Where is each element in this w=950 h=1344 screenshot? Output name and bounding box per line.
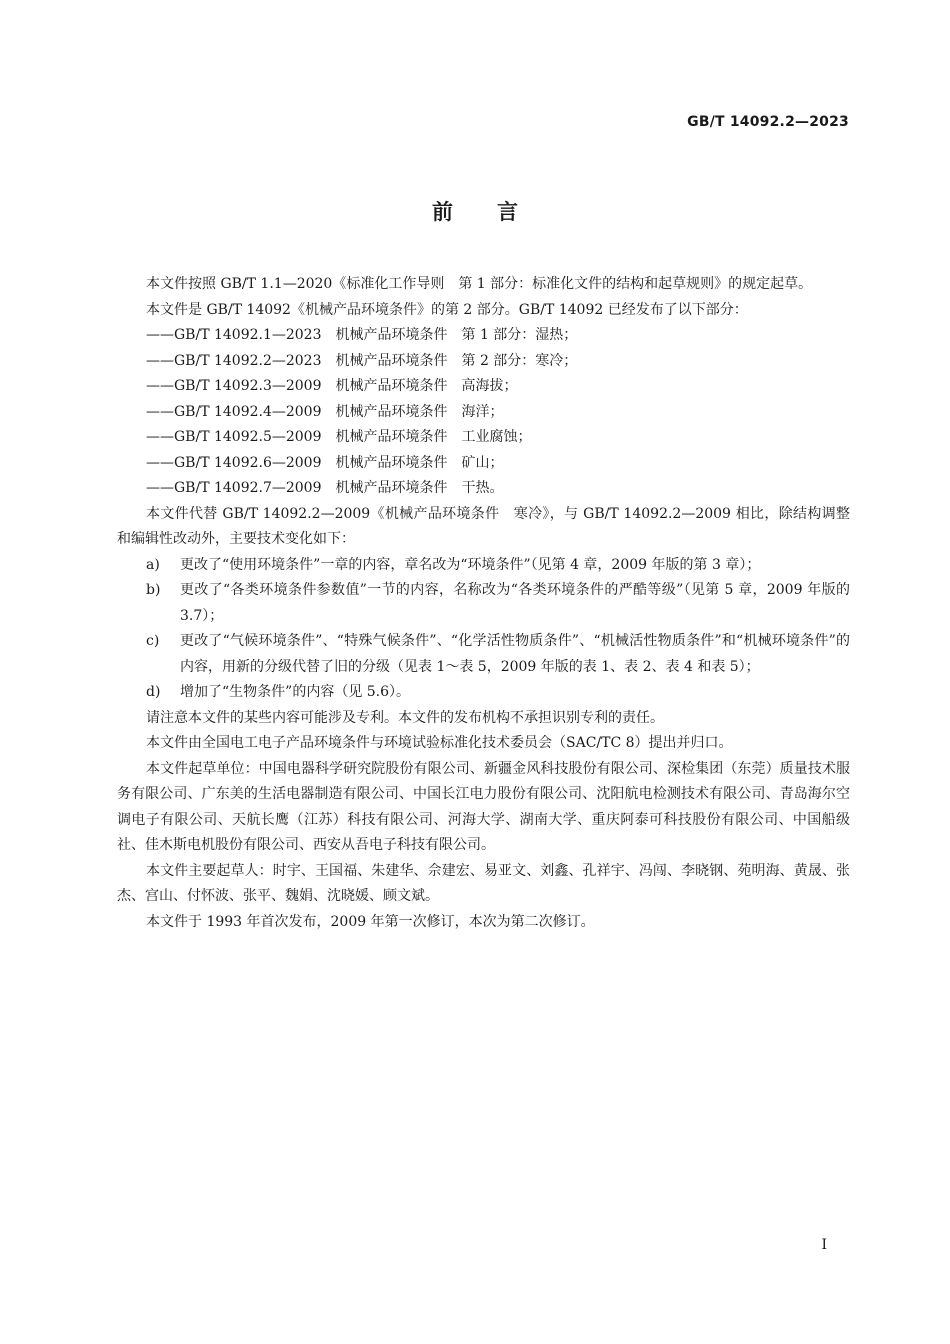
list-item: ——GB/T 14092.6—2009 机械产品环境条件 矿山； [146,454,504,471]
list-item: ——GB/T 14092.2—2023 机械产品环境条件 第 2 部分：寒冷； [146,352,578,369]
paragraph-drafters: 本文件主要起草人：时宇、王国福、朱建华、佘建宏、易亚文、刘鑫、孔祥宇、冯闯、李晓钢、苑明海、黄晟、张杰、宫山、付怀波、张平、魏娟、沈晓媛、顾文斌。 [117,862,850,904]
change-text: 更改了“使用环境条件”一章的内容，章名改为“环境条件”（见第 4 章，2009 年版的第 3 章）； [180,556,761,573]
changes-list [117,553,850,706]
paragraph-drafting-units: 本文件起草单位：中国电器科学研究院股份有限公司、新疆金风科技股份有限公司、深检集团（东莞）质量技术服务有限公司、广东美的生活电器制造有限公司、中国长江电力股份有限公司、沈阳航电检测技术有限公司、青岛海尔空调电子有限公司、天航长鹰（江苏）科技有限公司、河海大学、湖南大学、重庆阿泰可科技股份有限公司、中国船级社、佳木斯电机股份有限公司、西安从吾电子科技有限公司。 [117,760,850,853]
paragraph-replacement: 本文件代替 GB/T 14092.2—2009《机械产品环境条件 寒冷》，与 GB/T 14092.2—2009 相比，除结构调整和编辑性改动外，主要技术变化如下： [117,505,850,547]
change-text: 更改了“各类环境条件参数值”一节的内容，名称改为“各类环境条件的严酷等级”（见第 5 章，2009 年版的 3.7）； [180,582,850,624]
parts-list [117,323,850,502]
change-item-c [117,629,850,680]
document-code: GB/T 14092.2—2023 [687,114,849,130]
change-label: d) [146,684,161,700]
change-text: 增加了“生物条件”的内容（见 5.6）。 [180,684,411,700]
preface-body [117,272,850,935]
list-item: ——GB/T 14092.1—2023 机械产品环境条件 第 1 部分：湿热； [146,327,578,343]
paragraph-proposer: 本文件由全国电工电子产品环境条件与环境试验标准化技术委员会（SAC/TC 8）提出并归口。 [146,735,733,751]
change-text: 更改了“气候环境条件”、“特殊气候条件”、“化学活性物质条件”、“机械活性物质条件”和“机械环境条件”的内容，用新的分级代替了旧的分级（见表 1～表 5，2009 年版的表 1、表 2、表 4 和表 5）； [180,633,850,675]
list-item: ——GB/T 14092.3—2009 机械产品环境条件 高海拔； [146,378,518,394]
paragraph-history: 本文件于 1993 年首次发布，2009 年第一次修订，本次为第二次修订。 [146,913,595,930]
change-label: b) [146,582,161,598]
paragraph-drafting-rules: 本文件按照 GB/T 1.1—2020《标准化工作导则 第 1 部分：标准化文件的结构和起草规则》的规定起草。 [146,276,813,292]
change-item-b [117,578,850,629]
page-title: 前言 [432,200,562,224]
paragraph-series-intro: 本文件是 GB/T 14092《机械产品环境条件》的第 2 部分。GB/T 14092 已经发布了以下部分： [146,301,748,318]
change-label: a) [146,556,160,573]
list-item: ——GB/T 14092.5—2009 机械产品环境条件 工业腐蚀； [146,429,532,445]
page-number: I [821,1237,827,1253]
list-item: ——GB/T 14092.4—2009 机械产品环境条件 海洋； [146,403,504,420]
change-item-a [117,553,850,579]
list-item: ——GB/T 14092.7—2009 机械产品环境条件 干热。 [146,480,504,496]
paragraph-patent-notice: 请注意本文件的某些内容可能涉及专利。本文件的发布机构不承担识别专利的责任。 [146,709,664,726]
change-label: c) [146,633,160,649]
change-item-d [117,680,850,706]
